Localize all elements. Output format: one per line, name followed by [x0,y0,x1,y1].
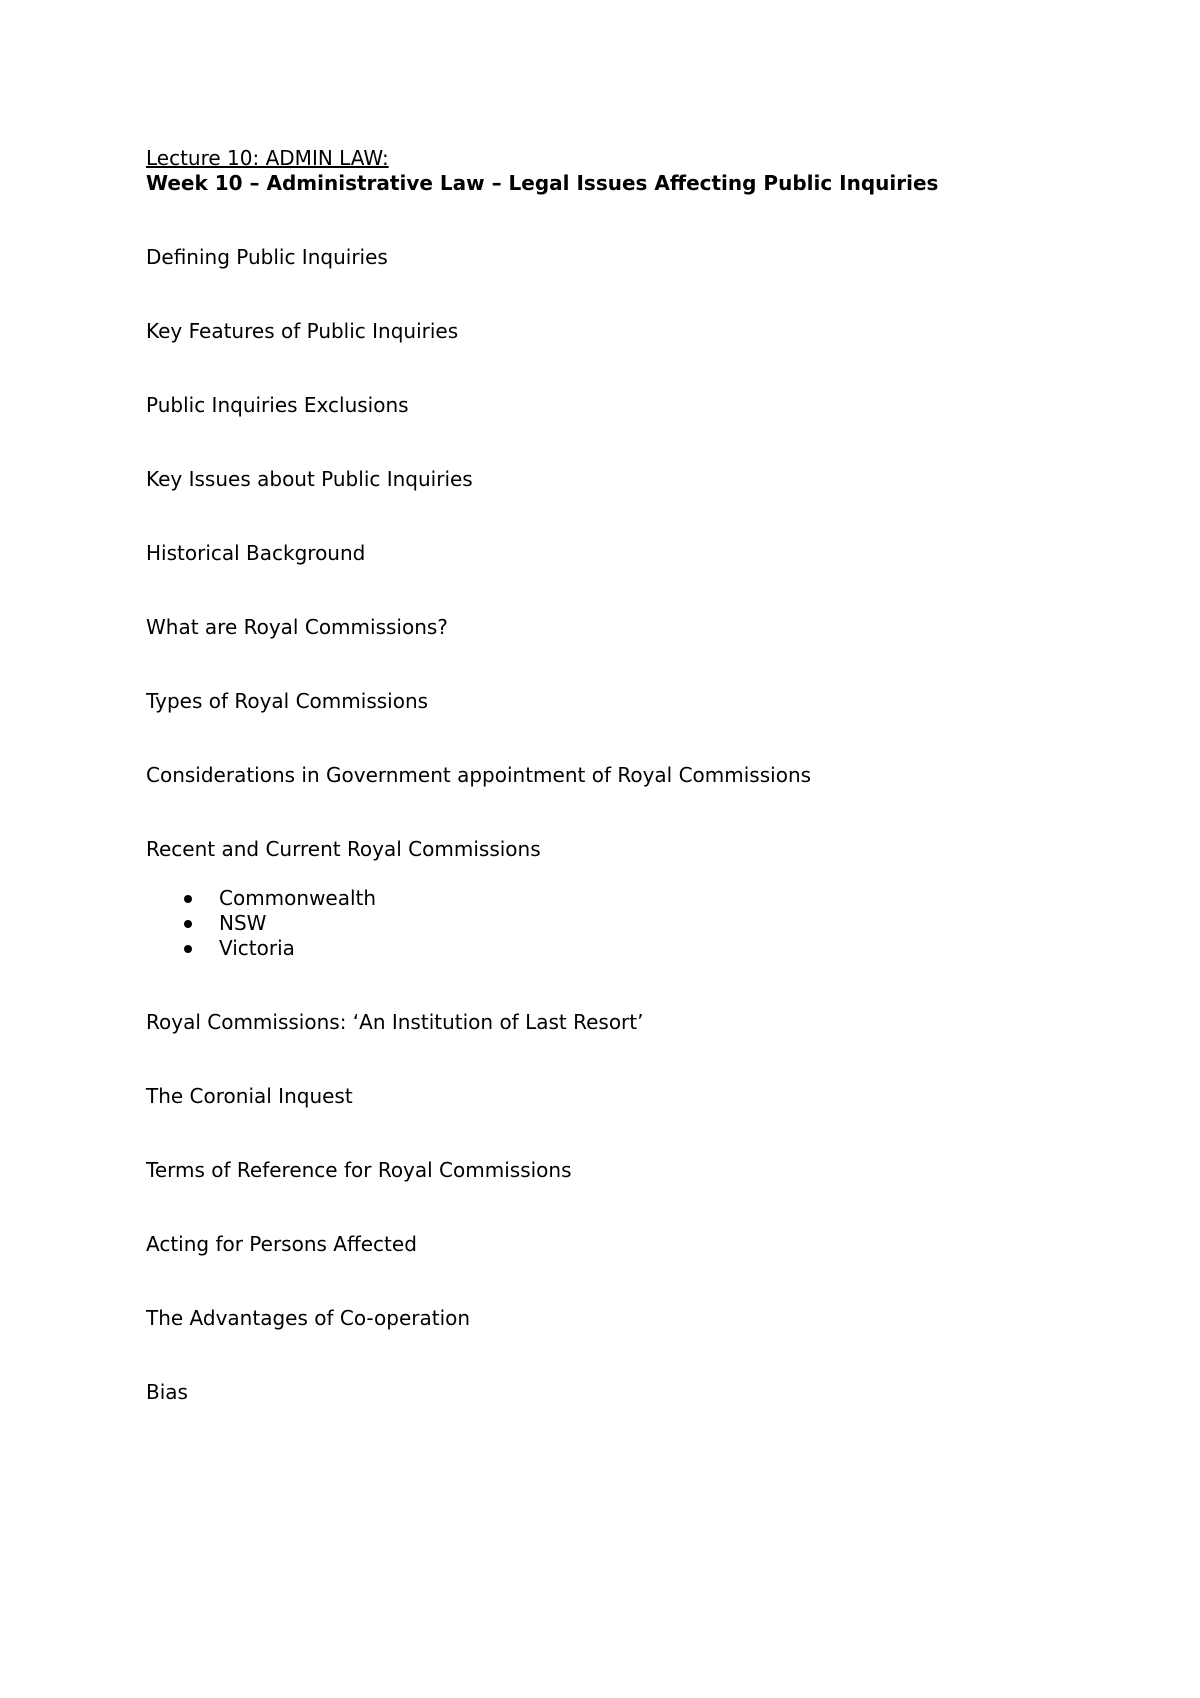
topic-item [146,1232,1106,1257]
document-title [146,146,1106,171]
topic-item [146,467,1106,492]
topic-label: Types of Royal Commissions [146,689,429,713]
topic-label: Acting for Persons Affected [146,1232,417,1256]
topic-list [146,245,1106,1405]
topic-item [146,319,1106,344]
topic-item [146,763,1106,788]
topic-label: Royal Commissions: ‘An Institution of Last Resort’ [146,1010,644,1034]
bullet-item-victoria: Victoria [146,936,1106,961]
document-title-text: Lecture 10: ADMIN LAW: [146,146,389,170]
topic-item [146,615,1106,640]
topic-item [146,245,1106,270]
topic-item [146,1084,1106,1109]
document-subtitle: Week 10 – Administrative Law – Legal Issues Affecting Public Inquiries [146,171,939,195]
topic-label: Terms of Reference for Royal Commissions [146,1158,572,1182]
topic-label: Considerations in Government appointment of Royal Commissions [146,763,812,787]
topic-label: Key Features of Public Inquiries [146,319,459,343]
topic-label: Key Issues about Public Inquiries [146,467,473,491]
bullet-list [146,886,1106,961]
topic-label: The Advantages of Co-operation [146,1306,471,1330]
topic-label: Public Inquiries Exclusions [146,393,409,417]
topic-item [146,393,1106,418]
document-page [146,146,1106,1454]
topic-item [146,1380,1106,1405]
topic-item [146,689,1106,714]
topic-item [146,1010,1106,1035]
topic-item [146,1158,1106,1183]
topic-label: What are Royal Commissions? [146,615,448,639]
topic-label: Recent and Current Royal Commissions [146,837,541,861]
topic-item [146,541,1106,566]
bullet-item-nsw: NSW [146,911,1106,936]
topic-label: Historical Background [146,541,366,565]
topic-item-with-bullets [146,837,1106,961]
topic-label: The Coronial Inquest [146,1084,353,1108]
topic-label: Defining Public Inquiries [146,245,388,269]
topic-label: Bias [146,1380,188,1404]
topic-item [146,1306,1106,1331]
bullet-item-commonwealth: Commonwealth [146,886,1106,911]
